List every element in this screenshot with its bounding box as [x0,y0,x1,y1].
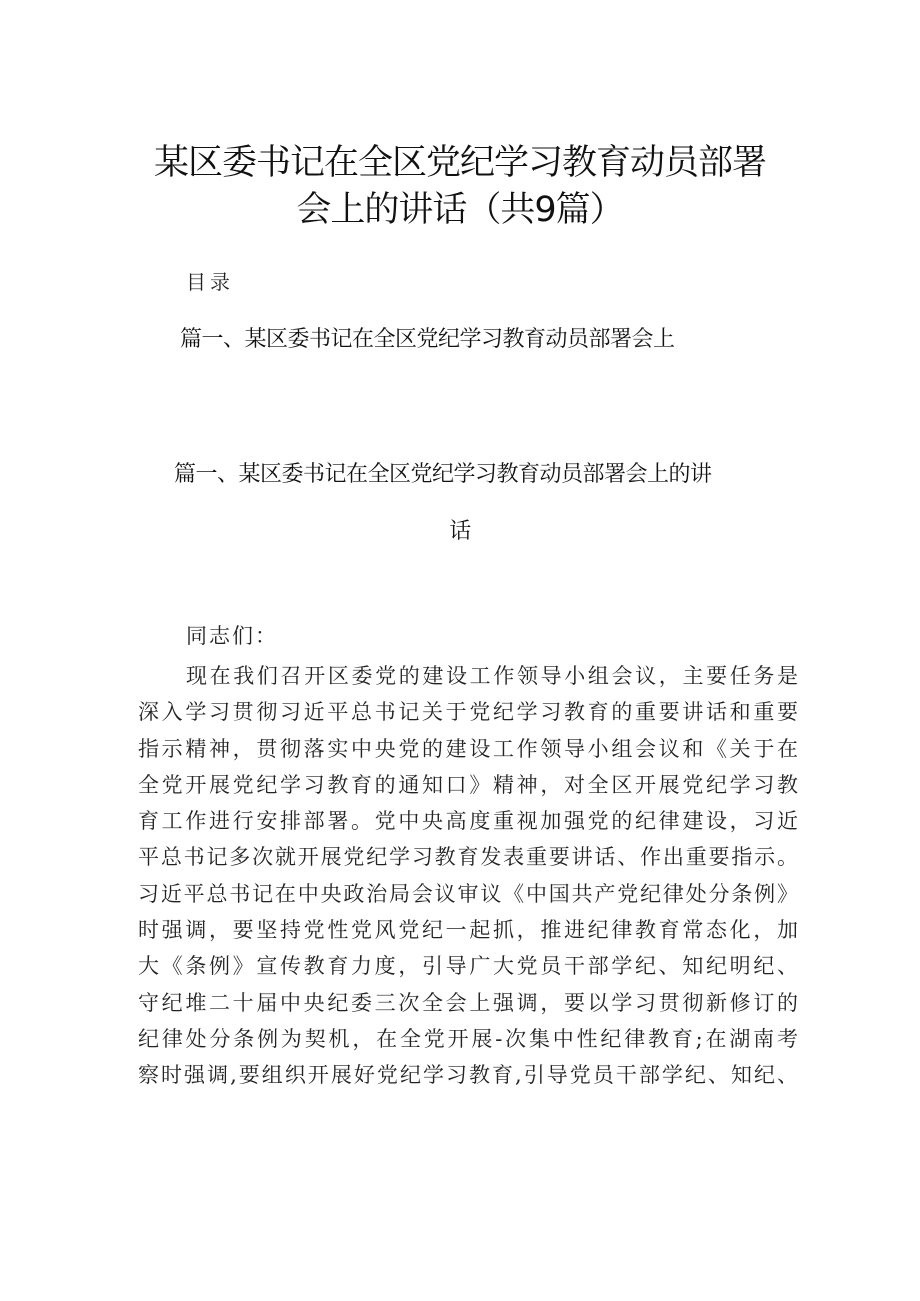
body-paragraph [138,658,798,1094]
section-title-line-1: 篇一、某区委书记在全区党纪学习教育动员部署会上的讲 [174,462,712,487]
body-line: 深入学习贯彻习近平总书记关于党纪学习教育的重要讲话和重要 [138,700,798,725]
body-line: 指示精神，贯彻落实中央党的建设工作领导小组会议和《关于在 [138,736,798,761]
body-line: 大《条例》宣传教育力度，引导广大党员干部学纪、知纪明纪、 [138,954,798,979]
body-line: 育工作进行安排部署。党中央高度重视加强党的纪律建设，习近 [138,809,798,834]
body-line: 纪律处分条例为契机，在全党开展-次集中性纪律教育;在湖南考 [138,1026,798,1051]
body-line: 习近平总书记在中央政治局会议审议《中国共产党纪律处分条例》 [138,881,798,906]
body-line: 时强调，要坚持党性党风党纪一起抓，推进纪律教育常态化，加 [138,918,798,943]
document-title-line-2: 会上的讲话（共9篇） [296,190,624,230]
body-line: 守纪堆二十届中央纪委三次全会上强调，要以学习贯彻新修订的 [138,990,798,1015]
greeting: 同志们： [186,624,278,648]
body-line: 现在我们召开区委党的建设工作领导小组会议，主要任务是 [186,664,798,688]
body-line: 察时强调,要组织开展好党纪学习教育,引导党员干部学纪、知纪、 [138,1063,798,1088]
body-line: 平总书记多次就开展党纪学习教育发表重要讲话、作出重要指示。 [138,845,798,870]
document-title-line-1: 某区委书记在全区党纪学习教育动员部署 [153,143,766,183]
section-title-line-2: 话 [449,519,471,544]
body-line: 全党开展党纪学习教育的通知口》精神，对全区开展党纪学习教 [138,772,798,797]
toc-entry: 篇一、某区委书记在全区党纪学习教育动员部署会上 [180,327,675,352]
toc-label: 目录 [186,270,234,294]
